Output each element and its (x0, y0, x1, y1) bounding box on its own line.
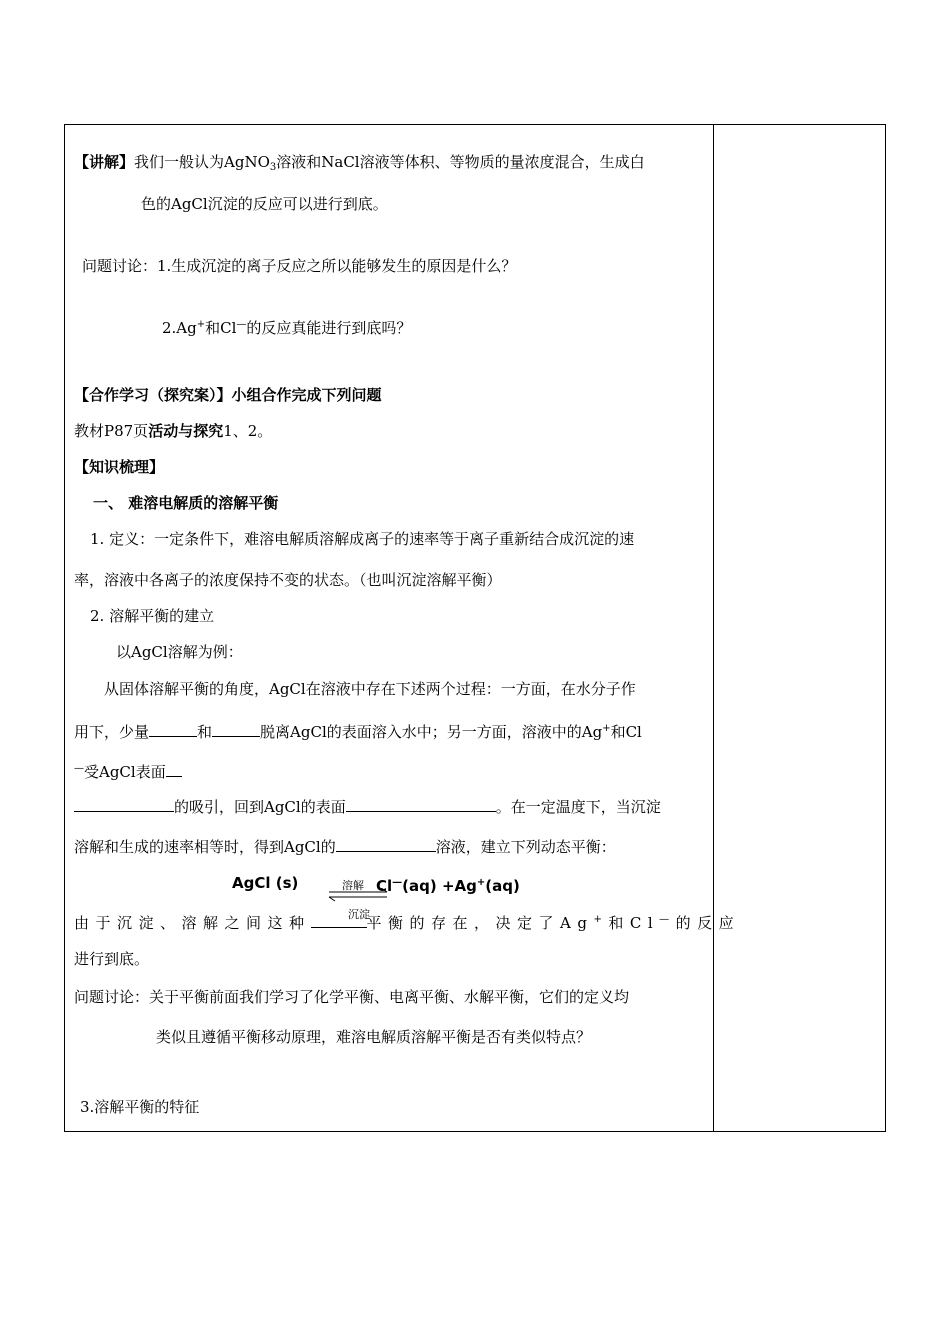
definition-line-1: 1. 定义：一定条件下，难溶电解质溶解成离子的速率等于离子重新结合成沉淀的速 (90, 530, 635, 548)
fill-blank-1[interactable] (149, 721, 197, 737)
conc-text-d: 的反应 (675, 914, 741, 932)
p4-text-b: 。在一定温度下，当沉淀 (495, 798, 661, 816)
lecture-text-b: 溶液和NaCl溶液等体积、等物质的量浓度混合，生成白 (276, 153, 645, 171)
textbook-ref-a: 教材P87页 (74, 422, 149, 440)
eq-mid: (aq) +Ag (402, 877, 477, 895)
eq-end: (aq) (485, 877, 520, 895)
p2-sup: + (602, 723, 611, 734)
establishment-example: 以AgCl溶解为例： (116, 643, 243, 661)
conc-text-b: 平衡的存在，决定了Ag (366, 914, 594, 932)
q2-sup-2: — (236, 319, 247, 330)
paragraph-line-4 (74, 796, 661, 817)
q2-text-a: 2.Ag (162, 319, 197, 337)
q2-sup-1: + (196, 319, 206, 330)
p2-text-c: 脱离AgCl的表面溶入水中；另一方面，溶液中的Ag (260, 723, 603, 741)
feature-title: 3.溶解平衡的特征 (80, 1098, 200, 1116)
equation-left: AgCl (s) (232, 874, 299, 892)
eq-cl: Cl (376, 877, 393, 895)
conclusion-line-1 (74, 910, 740, 933)
paragraph-line-1: 从固体溶解平衡的角度，AgCl在溶液中存在下述两个过程：一方面，在水分子作 (104, 680, 636, 698)
lecture-line-2: 色的AgCl沉淀的反应可以进行到底。 (141, 195, 388, 213)
conc-text-c: 和Cl (608, 914, 660, 932)
eq-cl-sup: — (392, 877, 403, 888)
fill-blank-3b[interactable] (74, 796, 174, 812)
conclusion-line-2: 进行到底。 (74, 950, 150, 968)
equation-right (376, 873, 520, 896)
agno3-subscript: 3 (269, 162, 277, 173)
paragraph-line-5 (74, 836, 616, 857)
p2-text-b: 和 (197, 723, 213, 741)
knowledge-heading: 【知识梳理】 (74, 458, 165, 476)
conc-text-a: 由于沉淀、溶解之间这种 (74, 914, 311, 932)
paragraph-line-3 (74, 759, 182, 782)
arrow-label-dissolve: 溶解 (342, 879, 364, 892)
fill-blank-5[interactable] (336, 836, 436, 852)
textbook-ref (74, 421, 272, 441)
fill-blank-6[interactable] (311, 912, 367, 928)
lecture-tag: 【讲解】 (74, 153, 135, 171)
discussion-question-1: 问题讨论：1.生成沉淀的离子反应之所以能够发生的原因是什么？ (82, 257, 517, 275)
q2-text-b: 和Cl (205, 319, 237, 337)
fill-blank-4[interactable] (346, 796, 496, 812)
textbook-ref-activity: 活动与探究 (148, 422, 224, 440)
fill-blank-2[interactable] (212, 721, 260, 737)
q2-text-c: 的反应真能进行到底吗？ (246, 319, 412, 337)
p3-text-a: 受AgCl表面 (84, 763, 166, 781)
p4-text-a: 的吸引，回到AgCl的表面 (174, 798, 346, 816)
conc-sup-1: + (593, 914, 609, 925)
p2-text-a: 用下，少量 (74, 723, 150, 741)
coop-heading: 【合作学习（探究案）】小组合作完成下列问题 (74, 386, 382, 404)
p5-text-b: 溶液，建立下列动态平衡： (435, 838, 616, 856)
lecture-line-1 (74, 152, 645, 178)
paragraph-line-2 (74, 719, 642, 742)
discussion2-line-2: 类似且遵循平衡移动原理，难溶电解质溶解平衡是否有类似特点？ (156, 1028, 592, 1046)
lecture-text-a: 我们一般认为 (134, 153, 225, 171)
section-1-title: 一、 难溶电解质的溶解平衡 (93, 494, 279, 512)
definition-line-2: 率，溶液中各离子的浓度保持不变的状态。（也叫沉淀溶解平衡） (74, 571, 502, 589)
conc-sup-2: — (659, 914, 676, 925)
eq-ag-sup: + (476, 877, 486, 888)
p2-text-d: 和Cl (610, 723, 642, 741)
textbook-ref-c: 1、2。 (223, 422, 273, 440)
fill-blank-3a[interactable] (166, 761, 182, 777)
p5-text-a: 溶解和生成的速率相等时，得到AgCl的 (74, 838, 336, 856)
column-divider (713, 124, 714, 1132)
establishment-title: 2. 溶解平衡的建立 (90, 607, 215, 625)
agno3: AgNO (224, 153, 270, 171)
discussion-question-2 (162, 315, 411, 338)
discussion2-line-1: 问题讨论：关于平衡前面我们学习了化学平衡、电离平衡、水解平衡，它们的定义均 (74, 988, 630, 1006)
p3-sup: — (74, 763, 84, 774)
arrow-label-precipitate: 沉淀 (348, 908, 370, 921)
